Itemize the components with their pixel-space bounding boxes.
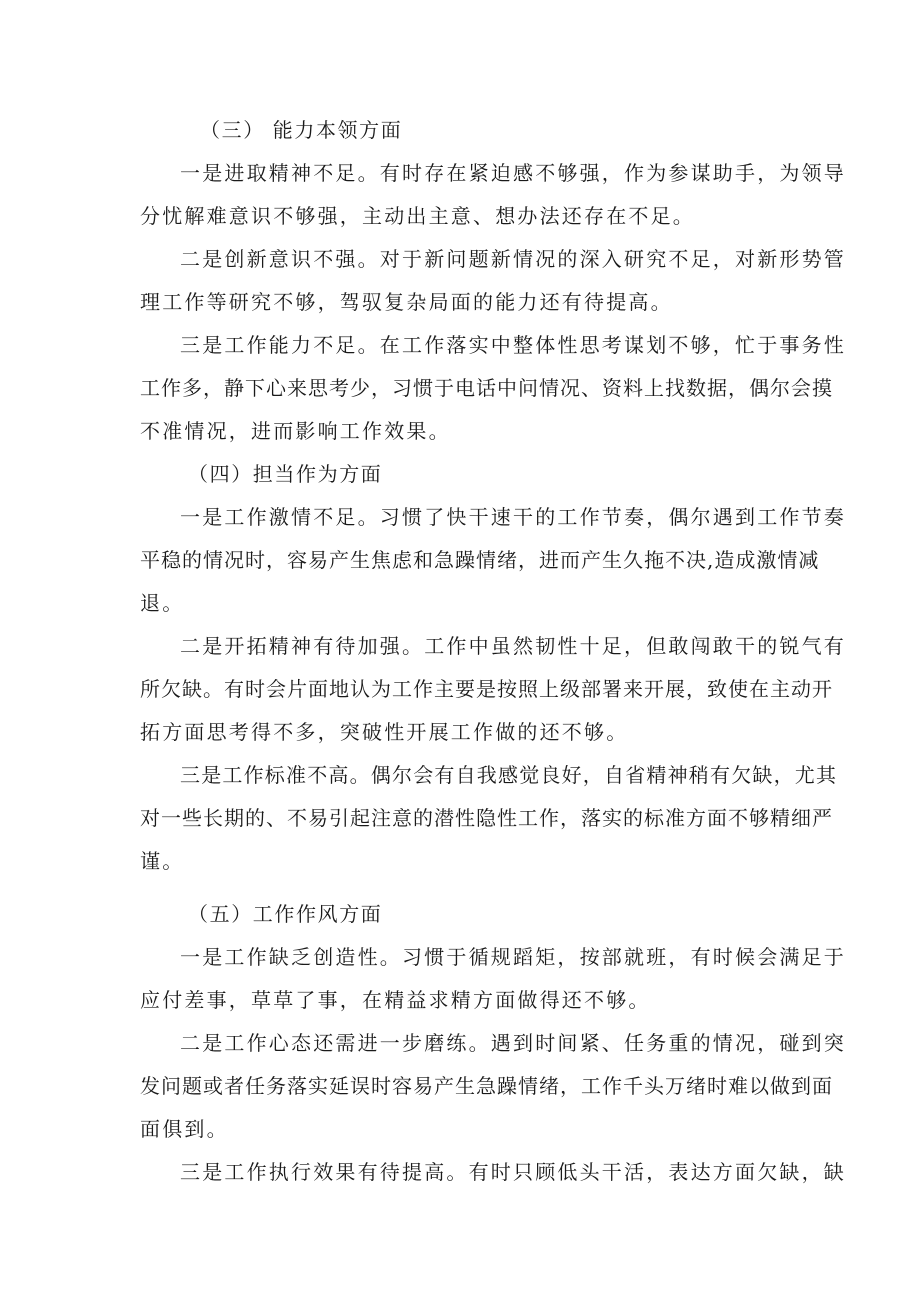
paragraph-line: 分忧解难意识不够强，主动出主意、想办法还存在不足。 xyxy=(140,204,695,228)
paragraph-line: 三是工作执行效果有待提高。有时只顾低头干活，表达方面欠缺，缺 xyxy=(180,1160,846,1184)
paragraph-line: 一是工作激情不足。习惯了快干速干的工作节奏，偶尔遇到工作节奏 xyxy=(180,505,846,529)
paragraph-line: 发问题或者任务落实延误时容易产生急躁情绪，工作千头万绪时难以做到面 xyxy=(140,1074,833,1098)
paragraph-line: 对一些长期的、不易引起注意的潜性隐性工作，落实的标准方面不够精细严 xyxy=(140,806,833,830)
paragraph-line: 一是进取精神不足。有时存在紧迫感不够强，作为参谋助手，为领导 xyxy=(180,161,846,185)
paragraph-line: 拓方面思考得不多，突破性开展工作做的还不够。 xyxy=(140,720,629,744)
section-heading-4: （四）担当作为方面 xyxy=(188,462,383,486)
paragraph-line: 三是工作标准不高。偶尔会有自我感觉良好，自省精神稍有欠缺，尤其 xyxy=(180,763,838,787)
paragraph-line: 理工作等研究不够，驾驭复杂局面的能力还有待提高。 xyxy=(140,290,673,314)
paragraph-line: 二是工作心态还需进一步磨练。遇到时间紧、任务重的情况，碰到突 xyxy=(180,1031,846,1055)
paragraph-line: 所欠缺。有时会片面地认为工作主要是按照上级部署来开展，致使在主动开 xyxy=(140,677,833,701)
paragraph-line: 平稳的情况时，容易产生焦虑和急躁情绪，进而产生久拖不决,造成激情减 xyxy=(140,548,820,572)
paragraph-line: 谨。 xyxy=(140,849,185,873)
section-heading-5: （五）工作作风方面 xyxy=(188,902,383,926)
paragraph-line: 一是工作缺乏创造性。习惯于循规蹈矩，按部就班，有时候会满足于 xyxy=(180,945,846,969)
paragraph-line: 应付差事，草草了事，在精益求精方面做得还不够。 xyxy=(140,988,651,1012)
paragraph-line: 二是创新意识不强。对于新问题新情况的深入研究不足，对新形势管 xyxy=(180,247,846,271)
section-heading-3: （三） 能力本领方面 xyxy=(200,118,403,142)
paragraph-line: 面俱到。 xyxy=(140,1117,229,1141)
paragraph-line: 不准情况，进而影响工作效果。 xyxy=(140,419,451,443)
paragraph-line: 二是开拓精神有待加强。工作中虽然韧性十足，但敢闯敢干的锐气有 xyxy=(180,634,846,658)
paragraph-line: 退。 xyxy=(140,591,185,615)
paragraph-line: 三是工作能力不足。在工作落实中整体性思考谋划不够，忙于事务性 xyxy=(180,333,846,357)
paragraph-line: 工作多，静下心来思考少，习惯于电话中问情况、资料上找数据，偶尔会摸 xyxy=(140,376,833,400)
